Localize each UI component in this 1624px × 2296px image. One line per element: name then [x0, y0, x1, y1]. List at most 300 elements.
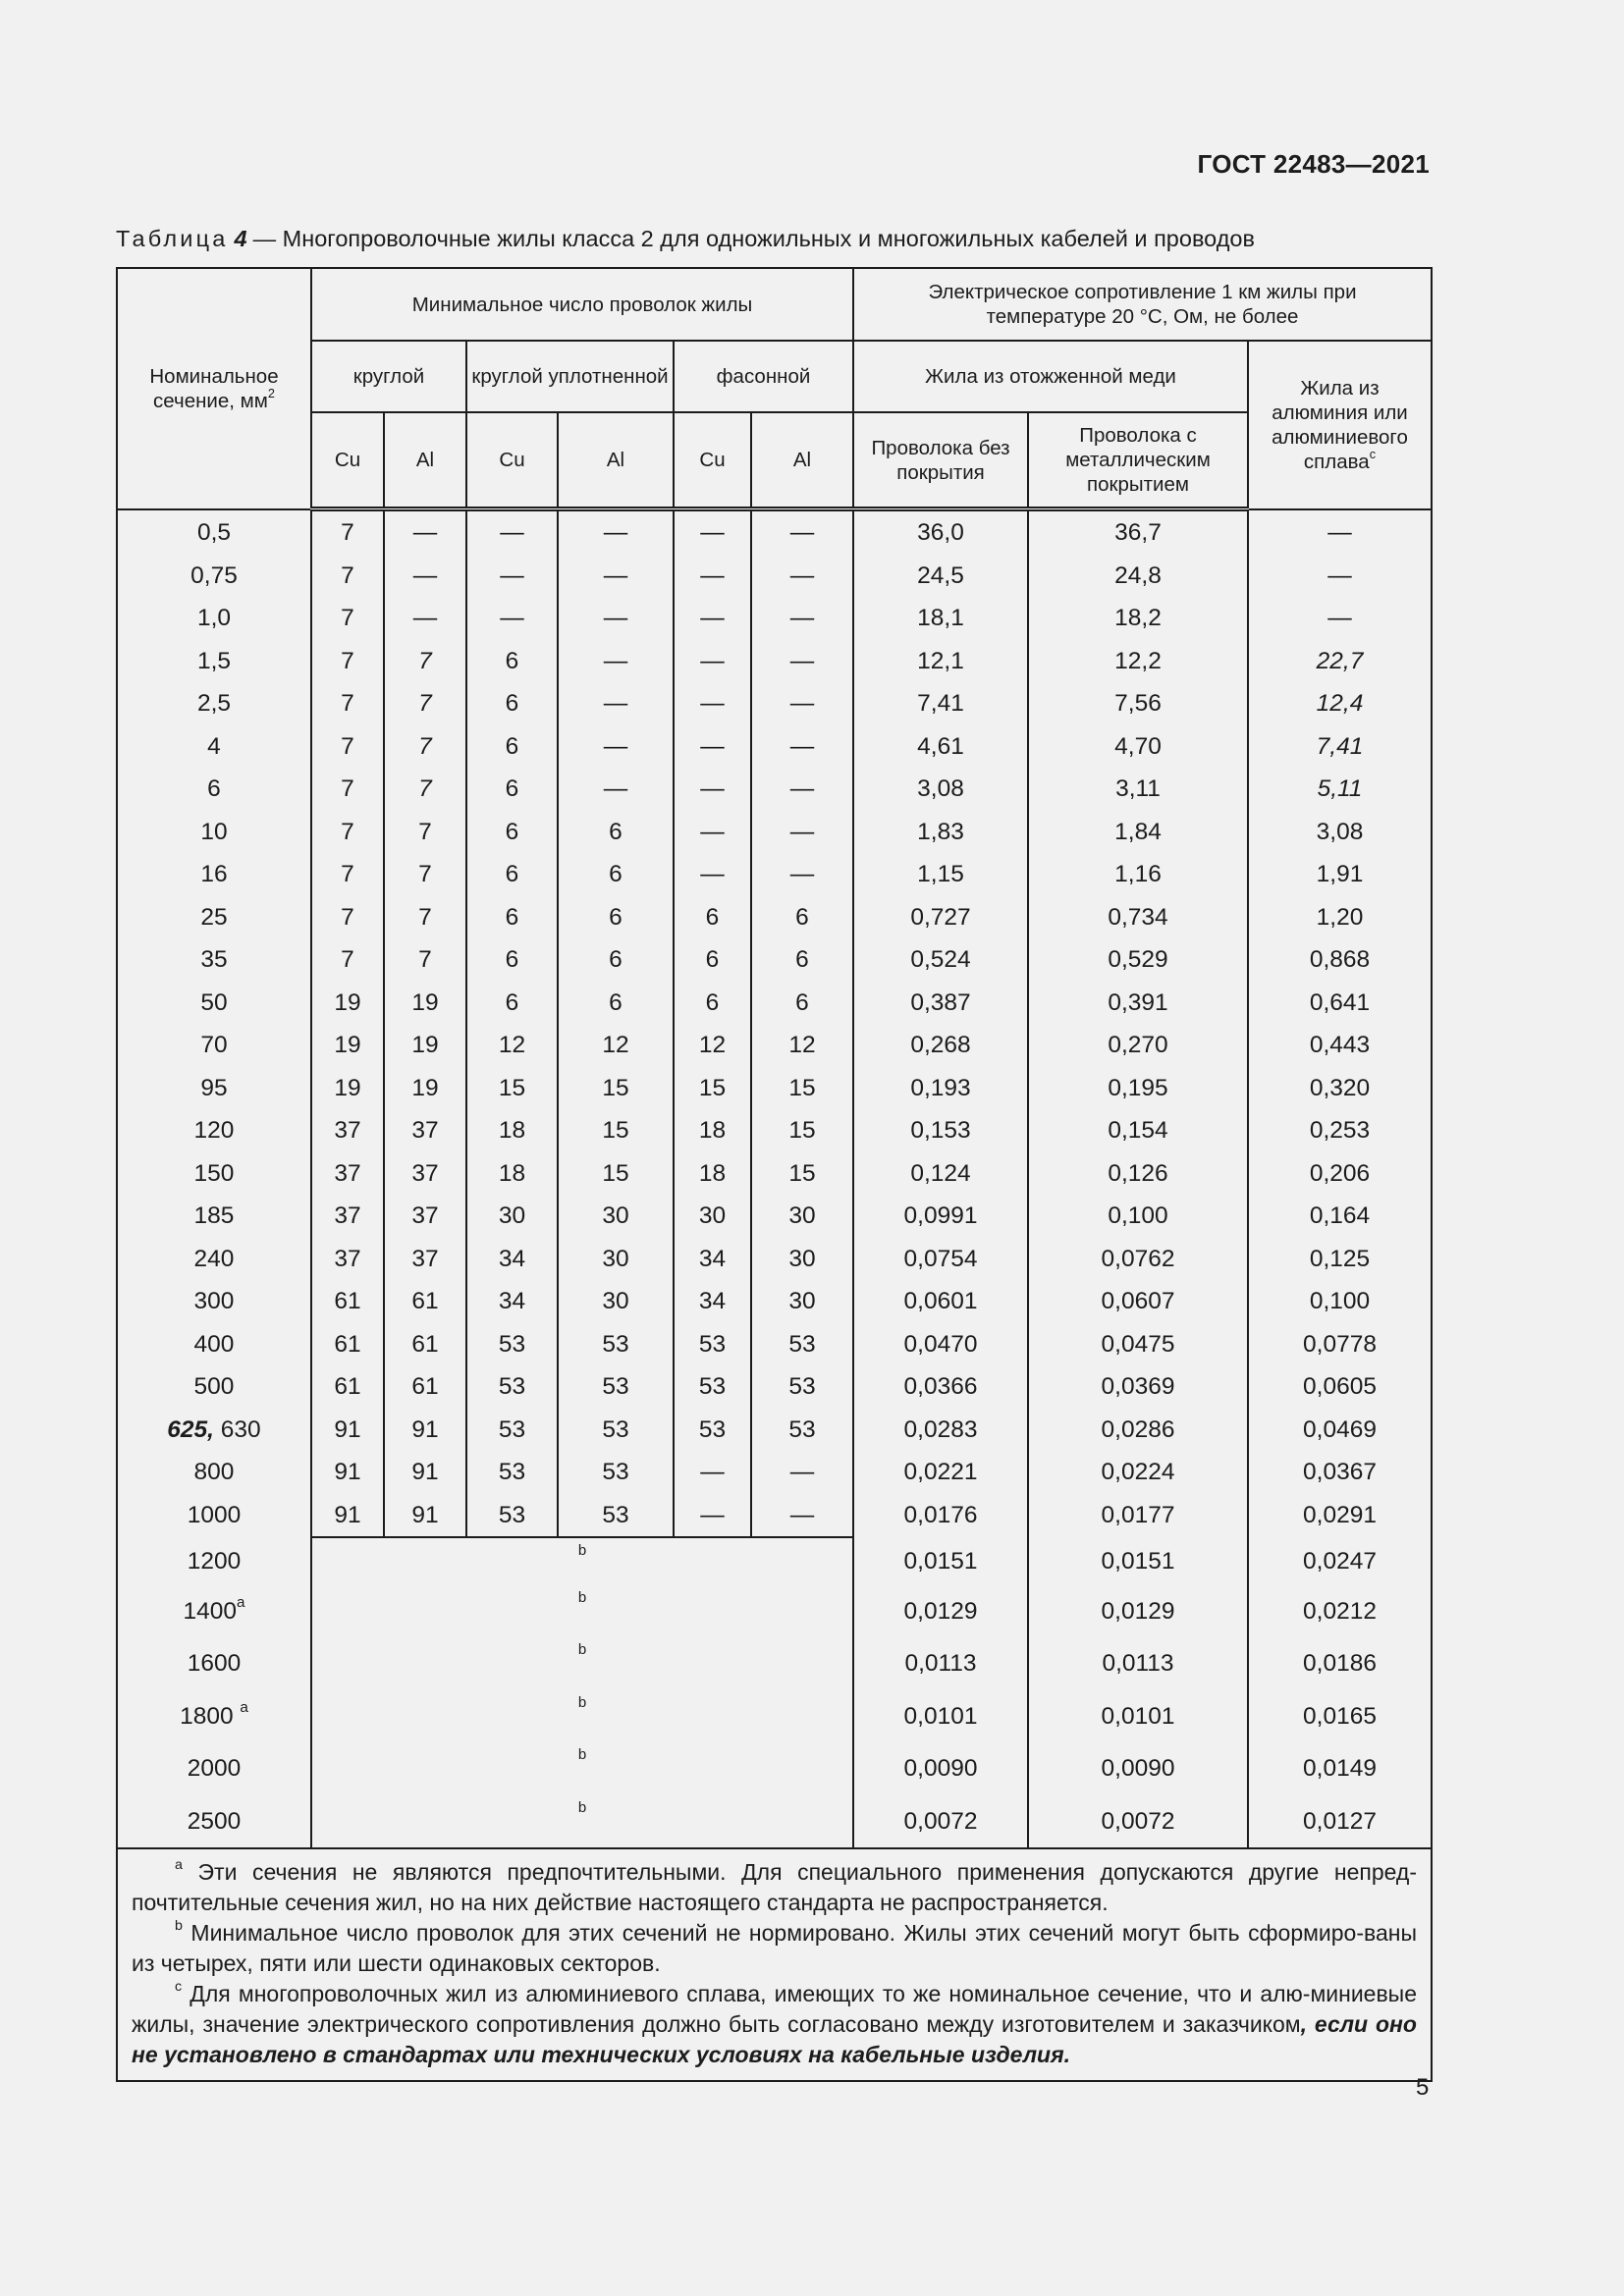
cell-c6: — — [751, 768, 853, 811]
cell-c3: 18 — [466, 1109, 558, 1152]
cell-r3: 22,7 — [1248, 640, 1432, 683]
cell-c6: 53 — [751, 1323, 853, 1366]
cell-c2: 7 — [384, 640, 466, 683]
cell-c3: 34 — [466, 1238, 558, 1281]
cell-nominal-section: 240 — [117, 1238, 311, 1281]
table-row — [117, 1742, 1432, 1795]
cell-c6: — — [751, 640, 853, 683]
cell-c5: — — [674, 1494, 751, 1538]
cell-nominal-section: 1,0 — [117, 597, 311, 640]
cell-c6: — — [751, 682, 853, 725]
cell-nominal-section: 625, 630 — [117, 1409, 311, 1452]
notes-row — [117, 1848, 1432, 2081]
cell-r3: 7,41 — [1248, 725, 1432, 769]
cell-r1: 1,15 — [853, 853, 1028, 896]
cell-r2: 0,154 — [1028, 1109, 1248, 1152]
table-row — [117, 1537, 1432, 1585]
cell-c5: — — [674, 1451, 751, 1494]
table-row — [117, 1637, 1432, 1690]
table-row — [117, 509, 1432, 555]
caption-number: 4 — [234, 226, 247, 251]
cell-c1: 61 — [311, 1280, 384, 1323]
header-al: Al — [558, 412, 674, 509]
cell-r3: 0,206 — [1248, 1152, 1432, 1196]
cell-c4: — — [558, 725, 674, 769]
cell-c1: 19 — [311, 982, 384, 1025]
cell-c2: 7 — [384, 896, 466, 939]
cell-nominal-section: 800 — [117, 1451, 311, 1494]
cell-r2: 18,2 — [1028, 597, 1248, 640]
cell-r2: 4,70 — [1028, 725, 1248, 769]
table-row — [117, 1585, 1432, 1638]
cell-c6: — — [751, 811, 853, 854]
header-plain-wire: Проволока без покрытия — [853, 412, 1028, 509]
header-al: Al — [751, 412, 853, 509]
header-round-compact: круглой уплотненной — [466, 341, 674, 412]
cell-c4: — — [558, 768, 674, 811]
cell-r2: 0,734 — [1028, 896, 1248, 939]
cell-r1: 0,0072 — [853, 1795, 1028, 1849]
header-nominal-section: Номинальное сечение, $мм^2$ — [117, 268, 311, 509]
table-body — [117, 509, 1432, 2082]
table-row — [117, 1409, 1432, 1452]
cell-nominal-section: 1000 — [117, 1494, 311, 1538]
cell-c2: 19 — [384, 1024, 466, 1067]
table-row — [117, 1795, 1432, 1849]
cell-c5: 15 — [674, 1067, 751, 1110]
cell-nominal-section: 500 — [117, 1365, 311, 1409]
table-row — [117, 896, 1432, 939]
table-row — [117, 1494, 1432, 1538]
cell-nominal-section: 1200 — [117, 1537, 311, 1585]
cell-c4: — — [558, 597, 674, 640]
cell-c2: 61 — [384, 1323, 466, 1366]
cell-c3: 30 — [466, 1195, 558, 1238]
cell-c1: 91 — [311, 1409, 384, 1452]
cell-c4: 30 — [558, 1280, 674, 1323]
cell-c5: — — [674, 597, 751, 640]
cell-r1: 18,1 — [853, 597, 1028, 640]
cell-c3: 53 — [466, 1409, 558, 1452]
cell-r3: 0,0149 — [1248, 1742, 1432, 1795]
cell-c4: 53 — [558, 1365, 674, 1409]
cell-c6: 6 — [751, 938, 853, 982]
cell-c3: 6 — [466, 982, 558, 1025]
cell-c5: 34 — [674, 1238, 751, 1281]
table-row — [117, 938, 1432, 982]
header-cu: Cu — [674, 412, 751, 509]
cell-r1: 0,0221 — [853, 1451, 1028, 1494]
cell-r1: 0,0113 — [853, 1637, 1028, 1690]
cell-c6: — — [751, 1451, 853, 1494]
cell-c4: 30 — [558, 1195, 674, 1238]
cell-c1: 37 — [311, 1152, 384, 1196]
header-resistance: Электрическое сопротивление 1 км жилы при температуре 20 °С, Ом, не более — [853, 268, 1432, 341]
header-round: круглой — [311, 341, 466, 412]
cell-nominal-section: 95 — [117, 1067, 311, 1110]
cell-c4: 15 — [558, 1109, 674, 1152]
cell-c2: 91 — [384, 1451, 466, 1494]
cell-nominal-section: 70 — [117, 1024, 311, 1067]
cell-nominal-section: 16 — [117, 853, 311, 896]
cell-c6: 15 — [751, 1067, 853, 1110]
cell-r3: 0,125 — [1248, 1238, 1432, 1281]
cell-c4: 15 — [558, 1067, 674, 1110]
cell-r1: 24,5 — [853, 555, 1028, 598]
cell-c6: 12 — [751, 1024, 853, 1067]
cell-c1: 91 — [311, 1494, 384, 1538]
cell-r3: 0,641 — [1248, 982, 1432, 1025]
cell-nominal-section: 25 — [117, 896, 311, 939]
table-row — [117, 1365, 1432, 1409]
cell-r3: 0,0186 — [1248, 1637, 1432, 1690]
cell-c3: — — [466, 509, 558, 555]
cell-r1: 0,0090 — [853, 1742, 1028, 1795]
table-row — [117, 1109, 1432, 1152]
cell-c3: 12 — [466, 1024, 558, 1067]
cell-c2: 37 — [384, 1238, 466, 1281]
cell-c2: 7 — [384, 938, 466, 982]
cell-c2: 61 — [384, 1365, 466, 1409]
cell-c1: 7 — [311, 768, 384, 811]
cell-c3: — — [466, 555, 558, 598]
cell-r1: 36,0 — [853, 509, 1028, 555]
cell-nominal-section: 0,75 — [117, 555, 311, 598]
cell-r2: 0,0369 — [1028, 1365, 1248, 1409]
cell-c3: 15 — [466, 1067, 558, 1110]
cell-c1: 7 — [311, 853, 384, 896]
cell-nominal-section: 50 — [117, 982, 311, 1025]
cell-c5: — — [674, 811, 751, 854]
cell-r3: — — [1248, 509, 1432, 555]
cell-nominal-section: 2500 — [117, 1795, 311, 1849]
cell-r3: 0,100 — [1248, 1280, 1432, 1323]
cell-r1: 0,0470 — [853, 1323, 1028, 1366]
cell-c6: 30 — [751, 1195, 853, 1238]
cell-c3: 53 — [466, 1323, 558, 1366]
cell-c1: 7 — [311, 555, 384, 598]
cell-r1: 0,153 — [853, 1109, 1028, 1152]
cell-r3: 0,0778 — [1248, 1323, 1432, 1366]
document-code: ГОСТ 22483—2021 — [1197, 149, 1430, 179]
table-row — [117, 1024, 1432, 1067]
table-row — [117, 597, 1432, 640]
cell-r1: 0,0366 — [853, 1365, 1028, 1409]
cell-c3: 6 — [466, 640, 558, 683]
cell-c2: — — [384, 555, 466, 598]
cell-r3: 12,4 — [1248, 682, 1432, 725]
cell-nominal-section: 150 — [117, 1152, 311, 1196]
cell-c5: — — [674, 640, 751, 683]
cell-r3: — — [1248, 555, 1432, 598]
cell-r1: 12,1 — [853, 640, 1028, 683]
cell-r3: 0,0469 — [1248, 1409, 1432, 1452]
cell-c1: 37 — [311, 1238, 384, 1281]
cell-c1: 7 — [311, 682, 384, 725]
cell-r3: 0,253 — [1248, 1109, 1432, 1152]
cell-c6: — — [751, 853, 853, 896]
cell-r1: 0,0151 — [853, 1537, 1028, 1585]
cell-r1: 0,124 — [853, 1152, 1028, 1196]
cell-r2: 7,56 — [1028, 682, 1248, 725]
table-row — [117, 640, 1432, 683]
cell-c5: 12 — [674, 1024, 751, 1067]
cell-not-normalized-mark: b — [311, 1637, 853, 1690]
cell-c4: 53 — [558, 1409, 674, 1452]
cell-c4: 30 — [558, 1238, 674, 1281]
cell-c3: 34 — [466, 1280, 558, 1323]
cell-c1: 7 — [311, 938, 384, 982]
caption-text: — Многопроволочные жилы класса 2 для одножильных и многожильных кабелей и проводов — [252, 226, 1255, 251]
cell-c3: — — [466, 597, 558, 640]
cell-nominal-section: 0,5 — [117, 509, 311, 555]
table-row — [117, 555, 1432, 598]
cell-r1: 0,0991 — [853, 1195, 1028, 1238]
cell-not-normalized-mark: b — [311, 1585, 853, 1638]
cell-nominal-section: 1,5 — [117, 640, 311, 683]
cell-c5: 6 — [674, 982, 751, 1025]
cell-r2: 0,195 — [1028, 1067, 1248, 1110]
cell-nominal-section: 2,5 — [117, 682, 311, 725]
table-row — [117, 1238, 1432, 1281]
cell-r1: 0,0176 — [853, 1494, 1028, 1538]
cell-r1: 0,0754 — [853, 1238, 1028, 1281]
cell-c3: 53 — [466, 1494, 558, 1538]
cell-c3: 18 — [466, 1152, 558, 1196]
cell-r3: 0,0605 — [1248, 1365, 1432, 1409]
note-a: $^a$ Эти сечения не являются предпочтительными. Для специального применения допускаются другие непред-почтительные сечения жил, но на них действие настоящего стандарта не распространяется. — [132, 1857, 1417, 1915]
cell-c6: 53 — [751, 1409, 853, 1452]
table-notes — [117, 1848, 1432, 2081]
cell-c1: 19 — [311, 1067, 384, 1110]
cell-r2: 0,0090 — [1028, 1742, 1248, 1795]
table-row — [117, 768, 1432, 811]
cell-c1: 7 — [311, 811, 384, 854]
cell-r3: 0,0291 — [1248, 1494, 1432, 1538]
cell-c1: 7 — [311, 509, 384, 555]
cell-r2: 0,0151 — [1028, 1537, 1248, 1585]
cell-r3: — — [1248, 597, 1432, 640]
cell-nominal-section: 2000 — [117, 1742, 311, 1795]
cell-c3: 6 — [466, 682, 558, 725]
cell-c3: 6 — [466, 725, 558, 769]
cell-r2: 1,84 — [1028, 811, 1248, 854]
cell-r1: 0,268 — [853, 1024, 1028, 1067]
cell-c4: 6 — [558, 938, 674, 982]
cell-c5: — — [674, 509, 751, 555]
cell-nominal-section: 6 — [117, 768, 311, 811]
cell-r3: 0,0127 — [1248, 1795, 1432, 1849]
cell-r1: 0,0101 — [853, 1690, 1028, 1743]
cell-r2: 0,270 — [1028, 1024, 1248, 1067]
cell-c4: 15 — [558, 1152, 674, 1196]
cell-r2: 0,0101 — [1028, 1690, 1248, 1743]
cell-c6: — — [751, 597, 853, 640]
cell-c5: — — [674, 682, 751, 725]
cell-r3: 0,0165 — [1248, 1690, 1432, 1743]
table-row — [117, 1690, 1432, 1743]
cell-r1: 0,524 — [853, 938, 1028, 982]
cell-r2: 0,0762 — [1028, 1238, 1248, 1281]
cell-r2: 1,16 — [1028, 853, 1248, 896]
cell-c4: 53 — [558, 1323, 674, 1366]
header-al: Al — [384, 412, 466, 509]
cell-c5: — — [674, 853, 751, 896]
cell-c2: 19 — [384, 1067, 466, 1110]
cell-c2: 37 — [384, 1152, 466, 1196]
table-row — [117, 1323, 1432, 1366]
cell-nominal-section: 4 — [117, 725, 311, 769]
header-coated-wire: Проволока с металлическим покрытием — [1028, 412, 1248, 509]
cell-r2: 0,0177 — [1028, 1494, 1248, 1538]
cell-nominal-section: 185 — [117, 1195, 311, 1238]
cell-c2: 7 — [384, 725, 466, 769]
cell-c6: — — [751, 509, 853, 555]
cell-r2: 12,2 — [1028, 640, 1248, 683]
cell-c1: 37 — [311, 1109, 384, 1152]
cell-r1: 0,727 — [853, 896, 1028, 939]
cell-nominal-section: 300 — [117, 1280, 311, 1323]
cell-r3: 0,443 — [1248, 1024, 1432, 1067]
cell-c2: 7 — [384, 768, 466, 811]
table-row — [117, 682, 1432, 725]
cell-not-normalized-mark: b — [311, 1690, 853, 1743]
cell-r3: 3,08 — [1248, 811, 1432, 854]
cell-c1: 7 — [311, 597, 384, 640]
cell-c4: — — [558, 682, 674, 725]
cell-not-normalized-mark: b — [311, 1795, 853, 1849]
cell-r3: 0,164 — [1248, 1195, 1432, 1238]
cell-c5: — — [674, 768, 751, 811]
cell-nominal-section: 120 — [117, 1109, 311, 1152]
cell-c6: — — [751, 1494, 853, 1538]
cell-c2: 37 — [384, 1195, 466, 1238]
cell-c2: 91 — [384, 1409, 466, 1452]
cell-r2: 36,7 — [1028, 509, 1248, 555]
cell-c4: 53 — [558, 1451, 674, 1494]
cell-c2: 37 — [384, 1109, 466, 1152]
cell-r1: 0,0283 — [853, 1409, 1028, 1452]
cell-r2: 0,126 — [1028, 1152, 1248, 1196]
cell-c5: 53 — [674, 1365, 751, 1409]
cell-c6: 6 — [751, 896, 853, 939]
cell-nominal-section: 1400$^a$ — [117, 1585, 311, 1638]
cell-r1: 1,83 — [853, 811, 1028, 854]
table-row — [117, 1195, 1432, 1238]
cell-c3: 6 — [466, 768, 558, 811]
cell-r3: 0,0212 — [1248, 1585, 1432, 1638]
cell-c2: 7 — [384, 682, 466, 725]
cell-c5: 30 — [674, 1195, 751, 1238]
cell-c6: 30 — [751, 1238, 853, 1281]
table-row — [117, 853, 1432, 896]
cell-r2: 24,8 — [1028, 555, 1248, 598]
cell-c5: 53 — [674, 1323, 751, 1366]
cell-c5: 34 — [674, 1280, 751, 1323]
cell-c1: 19 — [311, 1024, 384, 1067]
cell-c3: 53 — [466, 1365, 558, 1409]
cell-r2: 0,0475 — [1028, 1323, 1248, 1366]
cell-nominal-section: 35 — [117, 938, 311, 982]
cell-c1: 7 — [311, 896, 384, 939]
cell-c6: 53 — [751, 1365, 853, 1409]
cell-c6: 15 — [751, 1109, 853, 1152]
cell-r2: 0,0072 — [1028, 1795, 1248, 1849]
cell-r2: 0,0129 — [1028, 1585, 1248, 1638]
table-row — [117, 982, 1432, 1025]
cell-c1: 61 — [311, 1323, 384, 1366]
cell-c2: 61 — [384, 1280, 466, 1323]
cell-r2: 0,0113 — [1028, 1637, 1248, 1690]
header-aluminium: Жила из алюминия или алюминиевого сплава$^c$ — [1248, 341, 1432, 509]
cell-c5: — — [674, 725, 751, 769]
cell-c4: 6 — [558, 853, 674, 896]
cell-c1: 7 — [311, 725, 384, 769]
cell-c5: 6 — [674, 938, 751, 982]
cell-c2: — — [384, 597, 466, 640]
cell-c5: 6 — [674, 896, 751, 939]
cell-r3: 0,0367 — [1248, 1451, 1432, 1494]
cell-c1: 91 — [311, 1451, 384, 1494]
cell-r3: 0,0247 — [1248, 1537, 1432, 1585]
header-shaped: фасонной — [674, 341, 853, 412]
cell-not-normalized-mark: b — [311, 1537, 853, 1585]
cell-r2: 0,0286 — [1028, 1409, 1248, 1452]
cell-r1: 0,193 — [853, 1067, 1028, 1110]
cell-c6: 30 — [751, 1280, 853, 1323]
cell-r1: 0,387 — [853, 982, 1028, 1025]
cell-c4: — — [558, 555, 674, 598]
header-min-wires: Минимальное число проволок жилы — [311, 268, 853, 341]
table-row — [117, 811, 1432, 854]
cell-r3: 0,320 — [1248, 1067, 1432, 1110]
page-number: 5 — [1416, 2074, 1430, 2101]
table-row — [117, 1152, 1432, 1196]
table-row — [117, 1067, 1432, 1110]
cell-c2: 19 — [384, 982, 466, 1025]
cell-c1: 61 — [311, 1365, 384, 1409]
cell-nominal-section: 400 — [117, 1323, 311, 1366]
cell-r2: 3,11 — [1028, 768, 1248, 811]
cell-c1: 37 — [311, 1195, 384, 1238]
cell-c3: 6 — [466, 938, 558, 982]
cell-r1: 4,61 — [853, 725, 1028, 769]
cell-c2: 7 — [384, 853, 466, 896]
cell-r1: 3,08 — [853, 768, 1028, 811]
cell-c3: 6 — [466, 896, 558, 939]
cell-r1: 0,0129 — [853, 1585, 1028, 1638]
cell-c5: 18 — [674, 1109, 751, 1152]
cell-c2: 7 — [384, 811, 466, 854]
cell-c3: 53 — [466, 1451, 558, 1494]
note-b: $^b$ Минимальное число проволок для этих сечений не нормировано. Жилы этих сечений могут быть сформиро-ваны из четырех, пяти или шести одинаковых секторов. — [132, 1918, 1417, 1976]
cell-c5: — — [674, 555, 751, 598]
cell-r3: 5,11 — [1248, 768, 1432, 811]
cell-c4: 6 — [558, 982, 674, 1025]
cell-nominal-section: 1800 $^a$ — [117, 1690, 311, 1743]
header-annealed-copper: Жила из отожженной меди — [853, 341, 1248, 412]
cell-r3: 0,868 — [1248, 938, 1432, 982]
cell-c4: 53 — [558, 1494, 674, 1538]
cell-nominal-section: 10 — [117, 811, 311, 854]
cell-c3: 6 — [466, 811, 558, 854]
cell-c4: 12 — [558, 1024, 674, 1067]
cell-r2: 0,391 — [1028, 982, 1248, 1025]
cell-c5: 18 — [674, 1152, 751, 1196]
table-caption — [116, 226, 1255, 252]
cell-r2: 0,0607 — [1028, 1280, 1248, 1323]
cell-c5: 53 — [674, 1409, 751, 1452]
